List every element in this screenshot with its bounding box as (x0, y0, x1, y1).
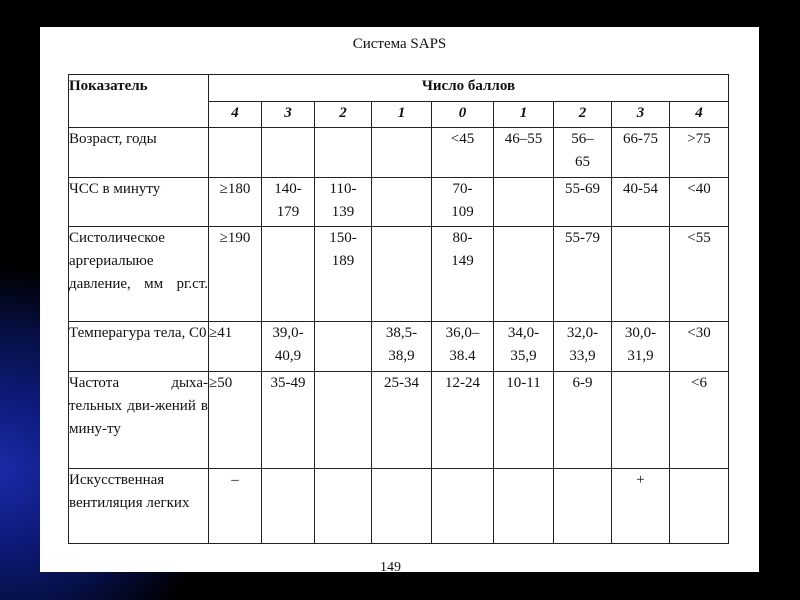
value-cell (262, 469, 315, 544)
value-cell: – (209, 469, 262, 544)
value-cell: <45 (432, 128, 494, 178)
value-cell: 55-69 (554, 178, 612, 227)
points-column-header: 1 (372, 102, 432, 128)
value-cell: 55-79 (554, 227, 612, 322)
value-cell: 32,0- 33,9 (554, 322, 612, 372)
value-cell: <30 (670, 322, 729, 372)
value-cell: 35-49 (262, 372, 315, 469)
value-cell: 66-75 (612, 128, 670, 178)
points-column-header: 3 (612, 102, 670, 128)
saps-scoring-table (68, 74, 729, 544)
value-cell (315, 322, 372, 372)
points-column-header: 3 (262, 102, 315, 128)
table-row (69, 469, 729, 544)
value-cell: 12-24 (432, 372, 494, 469)
table-row (69, 372, 729, 469)
points-column-header: 2 (554, 102, 612, 128)
scanned-page (40, 27, 759, 572)
indicator-cell: Темперагура тела, С0 (69, 322, 209, 372)
value-cell (612, 227, 670, 322)
points-column-header: 0 (432, 102, 494, 128)
points-column-header: 2 (315, 102, 372, 128)
value-cell: 36,0– 38.4 (432, 322, 494, 372)
indicator-cell: Возраст, годы (69, 128, 209, 178)
value-cell: 140- 179 (262, 178, 315, 227)
points-column-header: 4 (209, 102, 262, 128)
value-cell: 25-34 (372, 372, 432, 469)
value-cell: 150- 189 (315, 227, 372, 322)
value-cell (372, 178, 432, 227)
indicator-cell: ЧСС в минуту (69, 178, 209, 227)
value-cell (494, 227, 554, 322)
value-cell: 10-11 (494, 372, 554, 469)
indicator-cell: Частота дыха-тельных дви-жений в мину-ту (69, 372, 209, 469)
value-cell: ≥180 (209, 178, 262, 227)
value-cell: ≥50 (209, 372, 262, 469)
table-row (69, 322, 729, 372)
page-number: 149 (380, 560, 401, 572)
table-row (69, 178, 729, 227)
value-cell: <55 (670, 227, 729, 322)
table-row (69, 128, 729, 178)
value-cell (372, 469, 432, 544)
value-cell (372, 128, 432, 178)
value-cell: + (612, 469, 670, 544)
value-cell (554, 469, 612, 544)
value-cell: >75 (670, 128, 729, 178)
value-cell: <6 (670, 372, 729, 469)
value-cell: 40-54 (612, 178, 670, 227)
points-header: Число баллов (209, 75, 729, 102)
value-cell: 56– 65 (554, 128, 612, 178)
value-cell: 46–55 (494, 128, 554, 178)
indicator-cell: Искусственная вентиляция легких (69, 469, 209, 544)
table-row (69, 227, 729, 322)
indicator-cell: Систолическое аргериалыюе давление, мм рг.ст. (69, 227, 209, 322)
value-cell (494, 178, 554, 227)
value-cell: ≥41 (209, 322, 262, 372)
value-cell: 38,5- 38,9 (372, 322, 432, 372)
value-cell (315, 469, 372, 544)
value-cell: <40 (670, 178, 729, 227)
value-cell (372, 227, 432, 322)
value-cell (670, 469, 729, 544)
value-cell: 30,0- 31,9 (612, 322, 670, 372)
points-column-header: 1 (494, 102, 554, 128)
value-cell: ≥190 (209, 227, 262, 322)
value-cell: 70- 109 (432, 178, 494, 227)
value-cell (209, 128, 262, 178)
value-cell (262, 227, 315, 322)
value-cell (262, 128, 315, 178)
value-cell: 80- 149 (432, 227, 494, 322)
value-cell: 34,0- 35,9 (494, 322, 554, 372)
value-cell: 6-9 (554, 372, 612, 469)
value-cell (612, 372, 670, 469)
value-cell (494, 469, 554, 544)
value-cell: 39,0- 40,9 (262, 322, 315, 372)
document-title: Система SAPS (352, 36, 447, 52)
indicator-header: Показатель (69, 75, 209, 128)
value-cell (315, 372, 372, 469)
value-cell: 110- 139 (315, 178, 372, 227)
header-row (69, 75, 729, 102)
points-column-header: 4 (670, 102, 729, 128)
value-cell (315, 128, 372, 178)
value-cell (432, 469, 494, 544)
